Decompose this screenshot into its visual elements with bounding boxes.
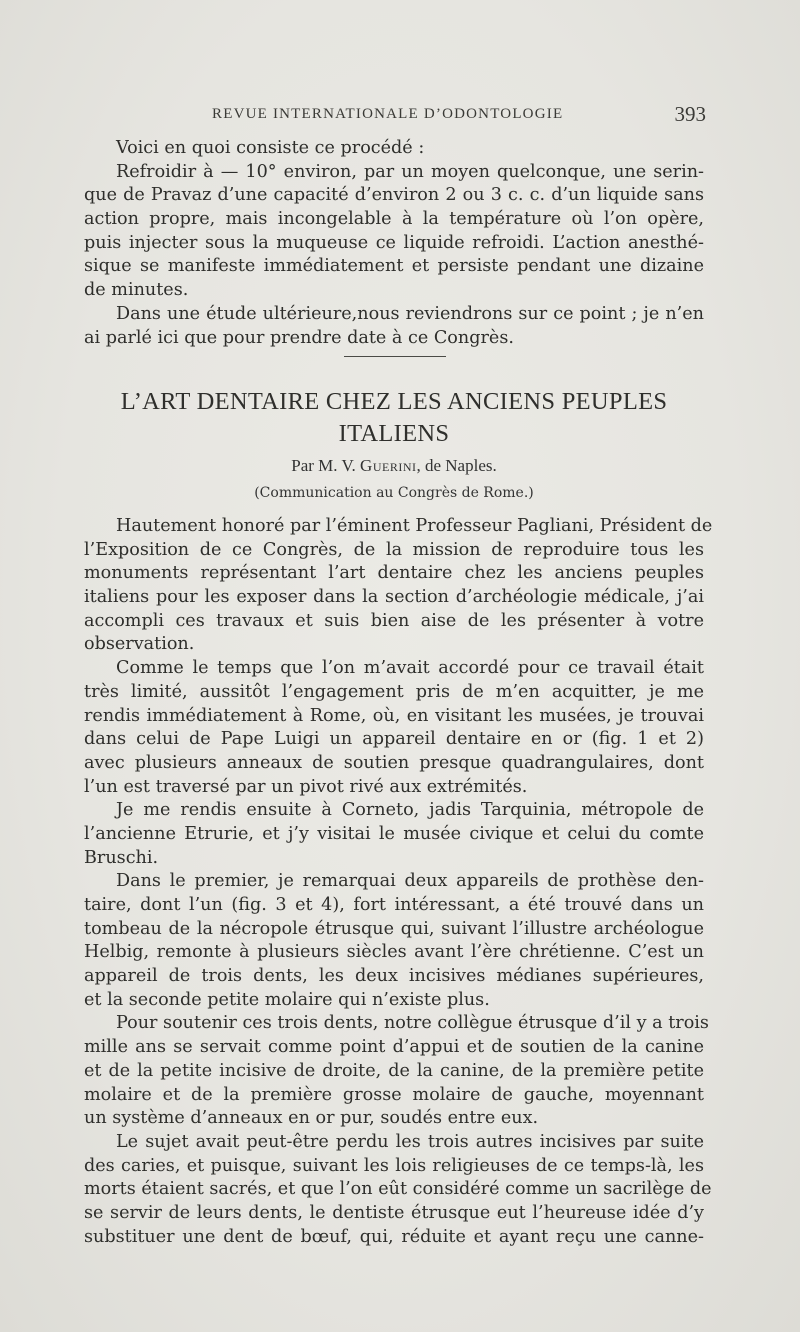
page-number: 393 — [674, 102, 706, 126]
article-title-line: L’ART DENTAIRE CHEZ LES ANCIENS PEUPLES — [120, 388, 668, 415]
communication-note: (Communication au Congrès de Rome.) — [254, 485, 534, 501]
body-line: se servir de leurs dents, le dentiste étrusque eut l’heureuse idée d’y — [84, 1202, 704, 1223]
body-line: observation. — [84, 634, 195, 655]
body-line: appareil de trois dents, les deux incisives médianes supérieures, — [84, 966, 704, 987]
body-line: Helbig, remonte à plusieurs siècles avant l’ère chrétienne. C’est un — [84, 942, 704, 963]
body-line: Le sujet avait peut-être perdu les trois autres incisives par suite — [116, 1131, 704, 1152]
page-header — [212, 104, 706, 128]
body-line: italiens pour les exposer dans la section d’archéologie médicale, j’ai — [84, 587, 704, 608]
intro-text — [84, 137, 704, 350]
body-line: tombeau de la nécropole étrusque qui, suivant l’illustre archéologue — [84, 918, 704, 939]
body-line: avec plusieurs anneaux de soutien presque quadrangulaires, dont — [84, 752, 704, 773]
intro-line: de minutes. — [84, 280, 189, 301]
body-line: et de la petite incisive de droite, de la canine, de la première petite — [84, 1060, 704, 1081]
body-line: substituer une dent de bœuf, qui, réduite et ayant reçu une canne- — [84, 1226, 704, 1247]
body-line: l’ancienne Etrurie, et j’y visitai le musée civique et celui du comte — [84, 823, 704, 844]
intro-line: puis injecter sous la muqueuse ce liquide refroidi. L’action anesthé- — [84, 232, 704, 253]
article-title-line: ITALIENS — [338, 420, 450, 447]
byline — [84, 456, 704, 476]
byline-suffix: , de Naples. — [416, 456, 497, 475]
body-line: Pour soutenir ces trois dents, notre collègue étrusque d’il y a trois — [116, 1013, 709, 1034]
body-line: dans celui de Pape Luigi un appareil dentaire en or (fig. 1 et 2) — [84, 729, 704, 750]
body-line: Comme le temps que l’on m’avait accordé pour ce travail était — [116, 658, 704, 679]
intro-line: Dans une étude ultérieure,nous reviendrons sur ce point ; je n’en — [116, 303, 704, 324]
body-line: très limité, aussitôt l’engagement pris de m’en acquitter, je me — [84, 681, 704, 702]
body-line: Hautement honoré par l’éminent Professeur Pagliani, Président de — [116, 516, 713, 536]
byline-prefix: Par M. V. — [291, 456, 356, 475]
body-line: l’un est traversé par un pivot rivé aux extrémités. — [84, 776, 528, 797]
body-line: un système d’anneaux en or pur, soudés entre eux. — [84, 1108, 539, 1129]
intro-line: sique se manifeste immédiatement et persiste pendant une dizaine — [84, 256, 704, 277]
body-line: et la seconde petite molaire qui n’existe plus. — [84, 989, 490, 1010]
body-line: des caries, et puisque, suivant les lois religieuses de ce temps-là, les — [84, 1155, 704, 1176]
body-line: Je me rendis ensuite à Corneto, jadis Tarquinia, métropole de — [116, 800, 704, 821]
body-line: taire, dont l’un (fig. 3 et 4), fort intéressant, a été trouvé dans un — [84, 895, 704, 915]
body-line: molaire et de la première grosse molaire de gauche, moyennant — [84, 1084, 704, 1105]
intro-line: Voici en quoi consiste ce procédé : — [116, 138, 425, 158]
article-title — [84, 386, 704, 450]
intro-line: action propre, mais incongelable à la température où l’on opère, — [84, 209, 704, 230]
body-line: accompli ces travaux et suis bien aise de les présenter à votre — [84, 610, 704, 631]
body-line: mille ans se servait comme point d’appui et de soutien de la canine — [84, 1037, 704, 1058]
body-line: monuments représentant l’art dentaire chez les anciens peuples — [84, 563, 704, 584]
intro-line: ai parlé ici que pour prendre date à ce Congrès. — [84, 327, 514, 348]
intro-line: Refroidir à — 10° environ, par un moyen quelconque, une serin- — [116, 161, 704, 182]
running-head: REVUE INTERNATIONALE D’ODONTOLOGIE — [212, 106, 564, 122]
article-body — [84, 515, 713, 1249]
body-line: l’Exposition de ce Congrès, de la mission de reproduire tous les — [84, 539, 704, 560]
intro-line: que de Pravaz d’une capacité d’environ 2 ou 3 c. c. d’un liquide sans — [84, 185, 704, 206]
body-line: Bruschi. — [84, 847, 159, 868]
body-line: morts étaient sacrés, et que l’on eût considéré comme un sacrilège de — [84, 1179, 712, 1200]
byline-author: Guerini — [360, 456, 417, 475]
body-line: Dans le premier, je remarquai deux appareils de prothèse den- — [116, 871, 704, 892]
section-divider — [344, 356, 446, 357]
body-line: rendis immédiatement à Rome, où, en visitant les musées, je trouvai — [84, 705, 704, 726]
